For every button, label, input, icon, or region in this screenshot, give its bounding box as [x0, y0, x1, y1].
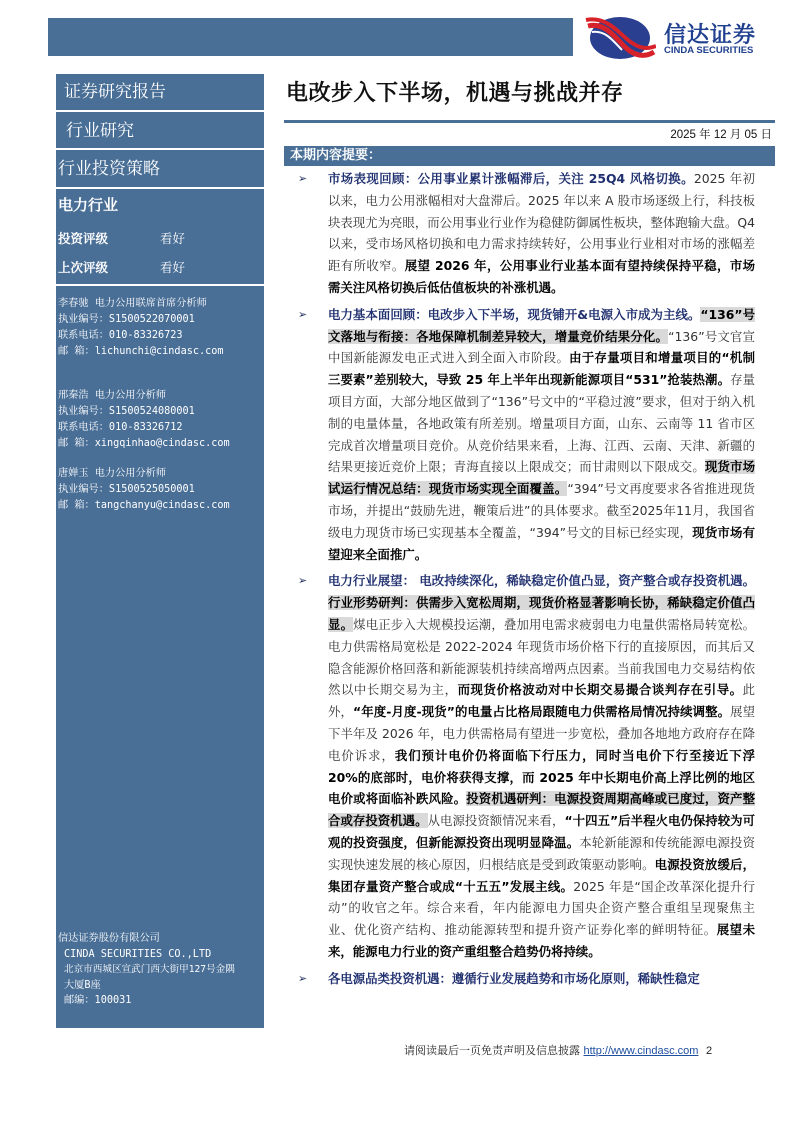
company-name-en: CINDA SECURITIES CO.,LTD	[64, 948, 212, 960]
bullet-text-norm: 2025 年是“国企改革深化提升行动”的收官之年。综合来看，年内能源电力国央企资产整合重组呈现聚焦主业、优化资产结构、推动能源转型和提升资产证券化率的鲜明特征。	[328, 878, 755, 938]
bullet-text-norm: 煤电正步入大规模投运潮，叠加用电需求疲弱电力电量供需格局转宽松。电力供需格局宽松是 2022-2024 年现货市场价格下行的直接原因，而其后又隐含能源价格回落和新能源装机持续高增两点因素。当前我国电力交易结构依然以中长期交易为主，	[328, 616, 756, 698]
bullet-text-bold: 而现货价格波动对中长期交易撮合谈判存在引导。	[457, 682, 743, 698]
prev-rating-value: 看好	[160, 260, 186, 275]
footer-link[interactable]: http://www.cindasc.com	[583, 1045, 699, 1057]
summary-heading: 本期内容提要：	[284, 146, 775, 166]
bullet-text-hl: 行业形势研判：供需步入宽松周期，现货价格显著影响长协，稀缺稳定价值凸显。	[328, 595, 755, 632]
header-banner	[48, 18, 573, 56]
summary-bullet	[284, 968, 775, 990]
cinda-emblem-icon	[584, 16, 656, 60]
bullet-text-norm: 本轮新能源和传统能源电源投资实现快速发展的核心原因，归根结底是受到政策驱动影响。	[328, 834, 756, 872]
analyst-email[interactable]: 邮 箱：lichunchi@cindasc.com	[58, 346, 224, 357]
summary-bullet	[284, 168, 775, 299]
bullet-text-hl: 投资机遇研判：电源投资周期高峰或已度过，资产整合或存投资机遇。	[328, 791, 755, 829]
rating-label: 投资评级	[58, 231, 109, 246]
summary-bullets	[284, 168, 775, 994]
logo-text-cn: 信达证券	[664, 23, 757, 48]
rating-value: 看好	[160, 231, 186, 246]
bullet-text-bold: 现货市场有望迎来全面推广。	[328, 524, 755, 562]
company-address-line2: 大厦B座	[64, 979, 101, 991]
bullet-text-norm: “394”号文再度要求各省推进现货市场，并提出“鼓励先进，鞭策后进”的具体要求。截至2025年11月，我国省级电力现货市场已实现基本全覆盖，“394”号文的目标已经实现，	[328, 481, 755, 540]
bullet-text-norm: “136”号文官宣中国新能源发电正式进入到全面入市阶段。	[328, 328, 756, 366]
company-address-line1: 北京市西城区宣武门西大街甲127号金隅	[64, 964, 235, 975]
page-footer	[404, 1042, 712, 1058]
bullet-arrow-icon: ➢	[298, 307, 308, 321]
subcategory-block	[56, 150, 264, 189]
company-info	[58, 931, 235, 1009]
analyst-email[interactable]: 邮 箱：tangchanyu@cindasc.com	[58, 500, 230, 511]
analyst-name-title: 李春驰 电力公用联席首席分析师	[58, 298, 207, 309]
title-rule	[284, 120, 775, 123]
page-title: 电改步入下半场，机遇与挑战并存	[286, 81, 624, 106]
bullet-text-bold: 展望未来，能源电力行业的资产重组整合趋势仍将持续。	[328, 922, 756, 959]
bullet-text-head: 电力基本面回顾：电改步入下半场，现货铺开&电源入市成为主线。	[328, 306, 701, 322]
bullet-text-norm: 存量项目方面，大部分地区做到了“136”号文中的“平稳过渡”要求，但对于纳入机制的电量体量，各地政策有所差别。增量项目方面，山东、云南等 11 省市区完成首次增量项目竞价。从竞价结果来看，上海、江西、云南、天津、新疆的结果更接近竞价上限；青海直接以上限成交；而甘肃则以下限成交。	[328, 372, 756, 475]
summary-bullet	[284, 570, 775, 962]
prev-rating-label: 上次评级	[58, 260, 109, 275]
bullet-text-hl: “136”号文落地与衔接：各地保障机制差异较大，增量竞价结果分化。	[328, 306, 755, 344]
analyst-license: 执业编号：S1500524080001	[58, 406, 195, 417]
bullet-text-norm: 从电源投资额情况来看，	[427, 813, 565, 829]
bullet-text-norm: 展望下半年及 2026 年，电力供需格局有望进一步宽松，叠加各地地方政府存在降电价诉求，	[328, 704, 756, 763]
bullet-text-head: 电力行业展望： 电改持续深化，稀缺稳定价值凸显，资产整合或存投资机遇。	[328, 573, 755, 589]
analyst-card	[58, 388, 230, 452]
category-block	[56, 112, 264, 150]
cinda-logo	[584, 16, 776, 60]
bullet-arrow-icon: ➢	[298, 172, 308, 185]
bullet-text-bold: “年度-月度-现货”的电量占比格局跟随电力供需格局情况持续调整。	[353, 704, 731, 720]
bullet-text-norm: 此外，	[328, 682, 756, 720]
report-type: 证券研究报告	[64, 82, 166, 102]
logo-text-en: CINDA SECURITIES	[664, 45, 754, 56]
bullet-arrow-icon: ➢	[298, 971, 308, 985]
bullet-text-hl: 现货市场试运行情况总结：现货市场实现全面覆盖。	[328, 459, 756, 497]
page-number: 2	[705, 1045, 713, 1057]
analyst-card	[58, 466, 230, 514]
bullet-text-norm: 2025 年初以来，电力公用涨幅相对大盘滞后。2025 年以来 A 股市场逐级上行，科技板块表现尤为亮眼，而公用事业行业作为稳健防御属性板块，整体跑输大盘。Q4 以来，受市场风格切换和电力需求持续转好，公用事业行业相对市场的涨幅差距有所收窄。	[328, 171, 755, 274]
bullet-text-bold: “十四五”后半程火电仍保持较为可观的投资强度，但新能源投资出现明显降温。	[328, 813, 756, 850]
bullet-text-bold: 由于存量项目和增量项目的“机制三要素”差别较大，导致 25 年上半年出现新能源项目“531”抢装热潮。	[328, 350, 755, 388]
analyst-card	[58, 296, 224, 360]
analyst-license: 执业编号：S1500522070001	[58, 314, 195, 325]
report-category: 行业研究	[66, 121, 134, 141]
analyst-license: 执业编号：S1500525050001	[58, 484, 195, 495]
industry-name: 电力行业	[58, 196, 119, 214]
analyst-name-title: 唐婵玉 电力公用分析师	[58, 468, 167, 479]
report-date: 2025 年 12 月 05 日	[670, 129, 772, 141]
report-type-block	[56, 74, 264, 112]
company-postcode: 邮编：100031	[64, 995, 132, 1006]
analyst-email[interactable]: 邮 箱：xingqinhao@cindasc.com	[58, 438, 230, 449]
sidebar	[56, 74, 264, 1028]
analyst-phone: 联系电话：010-83326723	[58, 330, 183, 341]
company-name-cn: 信达证券股份有限公司	[58, 933, 160, 944]
report-subcategory: 行业投资策略	[58, 159, 160, 179]
footer-disclaimer: 请阅读最后一页免责声明及信息披露	[404, 1044, 580, 1057]
rating-block	[56, 189, 264, 286]
analyst-name-title: 邢秦浩 电力公用分析师	[58, 390, 167, 401]
bullet-text-bold: 电源投资放缓后，集团存量资产整合或成“十五五”发展主线。	[328, 856, 756, 894]
analyst-phone: 联系电话：010-83326712	[58, 422, 183, 433]
bullet-text-head: 各电源品类投资机遇：遵循行业发展趋势和市场化原则，稀缺性稳定	[328, 970, 700, 986]
summary-bullet	[284, 304, 775, 566]
bullet-text-head: 市场表现回顾：公用事业累计涨幅滞后，关注 25Q4 风格切换。	[328, 171, 694, 186]
bullet-text-bold: 我们预计电价仍将面临下行压力，同时当电价下行至接近下浮 20%的底部时，电价将获得支撑，而 2025 年中长期电价高上浮比例的地区电价或将面临补跌风险。	[328, 747, 756, 807]
bullet-arrow-icon: ➢	[298, 574, 308, 588]
bullet-text-bold: 展望 2026 年，公用事业行业基本面有望持续保持平稳，市场需关注风格切换后低估值板块的补涨机遇。	[328, 258, 755, 295]
